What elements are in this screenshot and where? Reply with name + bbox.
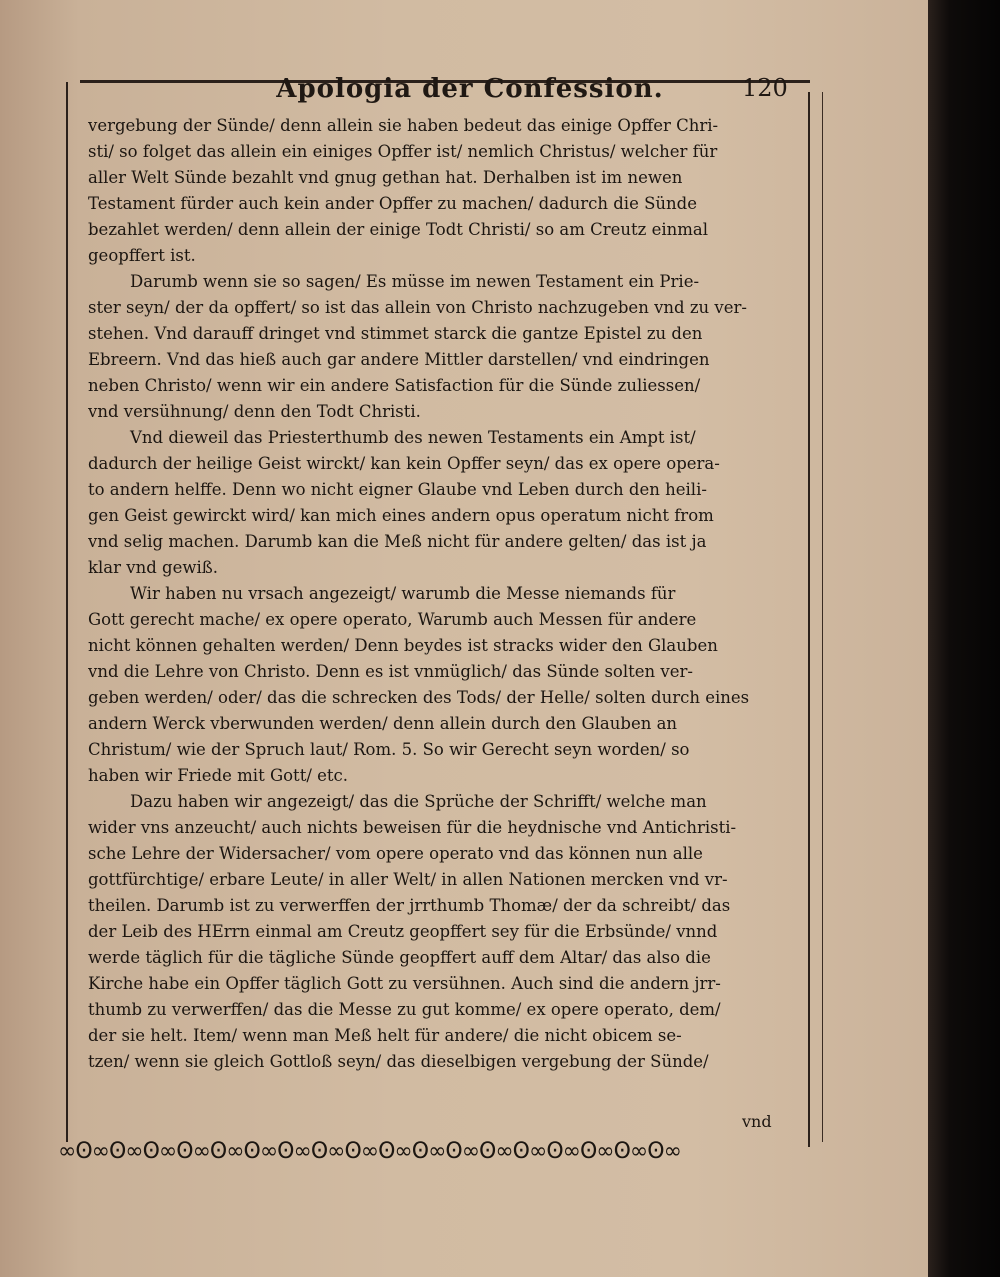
text-line: vnd die Lehre von Christo. Denn es ist vnmüglich/ das Sünde solten ver-: [88, 662, 693, 681]
text-line: dadurch der heilige Geist wirckt/ kan kein Opffer seyn/ das ex opere opera-: [88, 454, 720, 473]
text-line: Vnd dieweil das Priesterthumb des newen Testaments ein Ampt ist/: [130, 428, 696, 447]
text-line: vnd versühnung/ denn den Todt Christi.: [88, 402, 421, 421]
body-text: [88, 113, 790, 1075]
text-line: Darumb wenn sie so sagen/ Es müsse im newen Testament ein Prie-: [130, 272, 700, 291]
text-line: klar vnd gewiß.: [88, 558, 218, 577]
text-line: stehen. Vnd darauff dringet vnd stimmet starck die gantze Epistel zu den: [88, 324, 703, 343]
page-header: [80, 66, 810, 106]
text-line: geben werden/ oder/ das die schrecken des Tods/ der Helle/ solten durch eines: [88, 688, 750, 707]
text-line: bezahlet werden/ denn allein der einige Todt Christi/ so am Creutz einmal: [88, 220, 709, 239]
text-line: gen Geist gewirckt wird/ kan mich eines andern opus operatum nicht from: [88, 506, 714, 525]
text-line: haben wir Friede mit Gott/ etc.: [88, 766, 349, 785]
text-line: aller Welt Sünde bezahlt vnd gnug gethan hat. Derhalben ist im newen: [88, 168, 683, 187]
text-line: tzen/ wenn sie gleich Gottloß seyn/ das dieselbigen vergebung der Sünde/: [88, 1052, 709, 1071]
text-line: Dazu haben wir angezeigt/ das die Sprüche der Schrifft/ welche man: [130, 792, 707, 811]
text-line: gottfürchtige/ erbare Leute/ in aller Welt/ in allen Nationen mercken vnd vr-: [88, 870, 728, 889]
text-line: thumb zu verwerffen/ das die Messe zu gut komme/ ex opere operato, dem/: [88, 1000, 721, 1019]
text-line: Testament fürder auch kein ander Opffer zu machen/ dadurch die Sünde: [88, 194, 697, 213]
running-title: Apologia der Confession.: [276, 74, 664, 104]
right-margin-rule-inner: [822, 92, 823, 1142]
text-line: der Leib des HErrn einmal am Creutz geopffert sey für die Erbsünde/ vnnd: [88, 922, 718, 941]
text-line: to andern helffe. Denn wo nicht eigner Glaube vnd Leben durch den heili-: [88, 480, 707, 499]
text-line: vnd selig machen. Darumb kan die Meß nicht für andere gelten/ das ist ja: [88, 532, 707, 551]
text-line: der sie helt. Item/ wenn man Meß helt für andere/ die nicht obicem se-: [88, 1026, 682, 1045]
text-line: Christum/ wie der Spruch laut/ Rom. 5. So wir Gerecht seyn worden/ so: [88, 740, 690, 759]
text-line: Ebreern. Vnd das hieß auch gar andere Mittler darstellen/ vnd eindringen: [88, 350, 710, 369]
text-line: ster seyn/ der da opffert/ so ist das allein von Christo nachzugeben vnd zu ver-: [88, 298, 747, 317]
text-line: neben Christo/ wenn wir ein andere Satisfaction für die Sünde zuliessen/: [88, 376, 701, 395]
text-line: Gott gerecht mache/ ex opere operato, Warumb auch Messen für andere: [88, 610, 697, 629]
binding-shadow: [928, 0, 1000, 1277]
text-line: wider vns anzeucht/ auch nichts beweisen für die heydnische vnd Antichristi-: [88, 818, 737, 837]
left-margin-rule: [66, 82, 68, 1142]
text-line: sche Lehre der Widersacher/ vom opere operato vnd das können nun alle: [88, 844, 703, 863]
catchword: vnd: [742, 1112, 772, 1131]
text-line: vergebung der Sünde/ denn allein sie haben bedeut das einige Opffer Chri-: [88, 116, 719, 135]
page-number: 120: [742, 74, 788, 102]
text-line: geopffert ist.: [88, 246, 196, 265]
text-line: werde täglich für die tägliche Sünde geopffert auff dem Altar/ das also die: [88, 948, 711, 967]
text-line: sti/ so folget das allein ein einiges Opffer ist/ nemlich Christus/ welcher für: [88, 142, 718, 161]
ornament-border: ∞Ꙩ∞Ꙩ∞Ꙩ∞Ꙩ∞Ꙩ∞Ꙩ∞Ꙩ∞Ꙩ∞Ꙩ∞Ꙩ∞Ꙩ∞Ꙩ∞Ꙩ∞Ꙩ∞Ꙩ∞Ꙩ∞Ꙩ∞Ꙩ∞: [58, 1139, 681, 1164]
text-line: theilen. Darumb ist zu verwerffen der jrrthumb Thomæ/ der da schreibt/ das: [88, 896, 731, 915]
text-line: nicht können gehalten werden/ Denn beydes ist stracks wider den Glauben: [88, 636, 718, 655]
text-line: andern Werck vberwunden werden/ denn allein durch den Glauben an: [88, 714, 678, 733]
text-line: Kirche habe ein Opffer täglich Gott zu versühnen. Auch sind die andern jrr-: [88, 974, 721, 993]
text-line: Wir haben nu vrsach angezeigt/ warumb die Messe niemands für: [130, 584, 676, 603]
right-margin-rule: [808, 92, 810, 1147]
